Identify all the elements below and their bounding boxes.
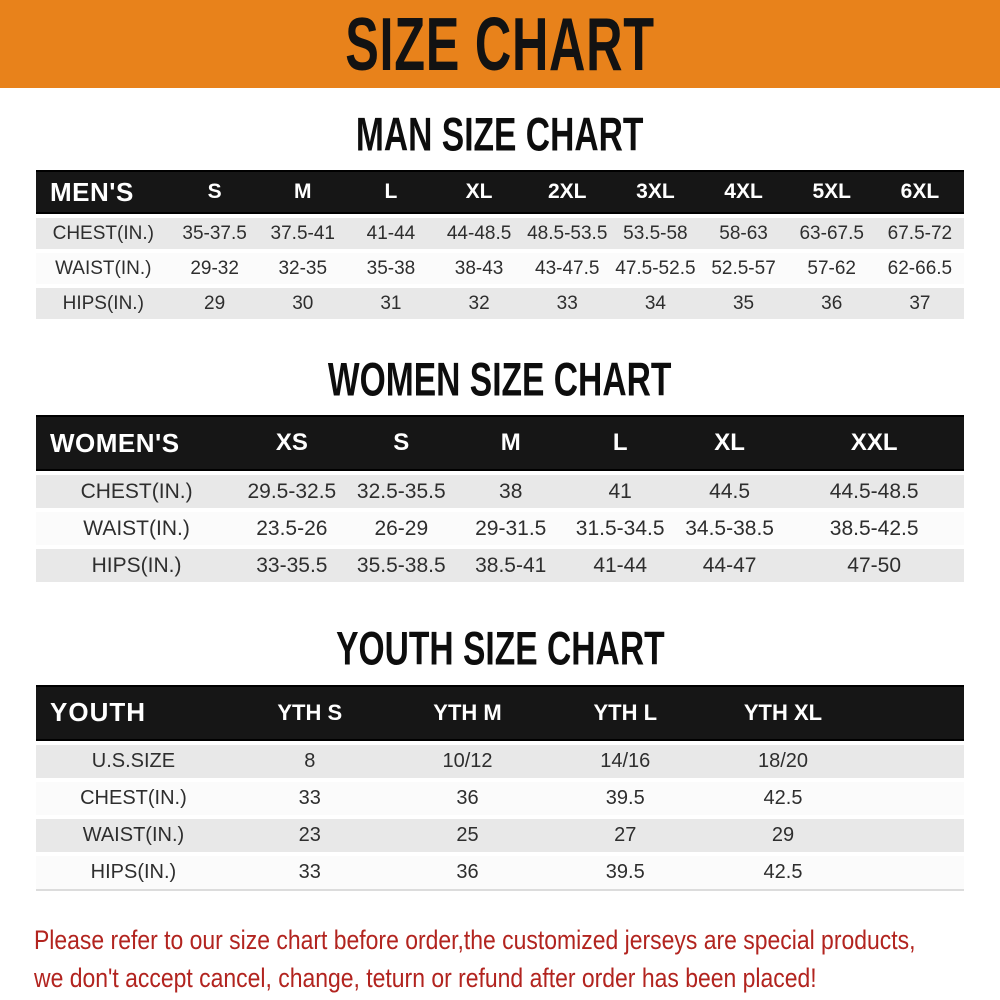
value-cell: 32 (435, 288, 523, 319)
size-column-header: XL (675, 415, 784, 471)
table-row (36, 218, 964, 249)
value-cell: 32-35 (259, 253, 347, 284)
table-row (36, 856, 964, 891)
value-cell: 25 (389, 819, 547, 852)
value-cell: 27 (546, 819, 704, 852)
size-column-header: YTH S (231, 685, 389, 741)
table-title-cell: YOUTH (36, 685, 231, 741)
value-cell: 33 (523, 288, 611, 319)
value-cell: 48.5-53.5 (523, 218, 611, 249)
section-women (0, 353, 1000, 586)
size-column-header: 5XL (788, 170, 876, 214)
value-cell: 39.5 (546, 782, 704, 815)
value-cell: 52.5-57 (699, 253, 787, 284)
value-cell: 33 (231, 782, 389, 815)
value-cell: 42.5 (704, 782, 862, 815)
size-column-header: 2XL (523, 170, 611, 214)
value-cell: 38.5-41 (456, 549, 565, 582)
size-column-header: 6XL (876, 170, 964, 214)
value-cell: 29.5-32.5 (237, 475, 346, 508)
value-cell: 47.5-52.5 (611, 253, 699, 284)
value-cell: 63-67.5 (788, 218, 876, 249)
value-cell: 34.5-38.5 (675, 512, 784, 545)
value-cell: 44-47 (675, 549, 784, 582)
size-column-header: XXL (784, 415, 964, 471)
women-section-heading-text: WOMEN SIZE CHART (328, 353, 672, 406)
table-row (36, 782, 964, 815)
size-column-header: XS (237, 415, 346, 471)
size-column-header: L (565, 415, 674, 471)
value-cell: 53.5-58 (611, 218, 699, 249)
section-men (0, 108, 1000, 323)
value-cell: 44.5 (675, 475, 784, 508)
size-column-header: M (456, 415, 565, 471)
size-column-header: YTH L (546, 685, 704, 741)
value-cell: 30 (259, 288, 347, 319)
value-cell: 36 (389, 782, 547, 815)
value-cell: 57-62 (788, 253, 876, 284)
women-section-heading (0, 353, 1000, 406)
value-cell: 32.5-35.5 (347, 475, 456, 508)
table-row (36, 475, 964, 508)
value-cell: 35 (699, 288, 787, 319)
table-header-row (36, 685, 964, 741)
row-label: WAIST(IN.) (36, 512, 237, 545)
men-table-container (36, 166, 964, 323)
value-cell: 47-50 (784, 549, 964, 582)
value-cell: 35-38 (347, 253, 435, 284)
value-cell: 42.5 (704, 856, 862, 891)
row-label: CHEST(IN.) (36, 475, 237, 508)
size-column-header: L (347, 170, 435, 214)
table-title-cell: MEN'S (36, 170, 171, 214)
table-title-cell: WOMEN'S (36, 415, 237, 471)
notice-line-2: we don't accept cancel, change, teturn or refund after order has been placed! (34, 962, 817, 993)
women-size-table (36, 411, 964, 586)
value-cell: 31 (347, 288, 435, 319)
size-column-header: M (259, 170, 347, 214)
value-cell: 43-47.5 (523, 253, 611, 284)
value-cell: 41-44 (565, 549, 674, 582)
table-header-row (36, 415, 964, 471)
size-column-header: YTH M (389, 685, 547, 741)
spacer-cell (862, 745, 964, 778)
value-cell: 29-31.5 (456, 512, 565, 545)
value-cell: 41 (565, 475, 674, 508)
youth-section-heading-text: YOUTH SIZE CHART (335, 622, 665, 676)
row-label: CHEST(IN.) (36, 782, 231, 815)
value-cell: 35-37.5 (171, 218, 259, 249)
youth-size-table (36, 681, 964, 895)
order-notice (34, 921, 966, 997)
value-cell: 33-35.5 (237, 549, 346, 582)
value-cell: 39.5 (546, 856, 704, 891)
value-cell: 41-44 (347, 218, 435, 249)
value-cell: 58-63 (699, 218, 787, 249)
value-cell: 29 (171, 288, 259, 319)
size-column-header: XL (435, 170, 523, 214)
row-label: HIPS(IN.) (36, 288, 171, 319)
value-cell: 36 (788, 288, 876, 319)
youth-table-container (36, 681, 964, 895)
value-cell: 8 (231, 745, 389, 778)
row-label: WAIST(IN.) (36, 819, 231, 852)
value-cell: 23 (231, 819, 389, 852)
size-column-header: YTH XL (704, 685, 862, 741)
table-header-row (36, 170, 964, 214)
spacer-cell (862, 685, 964, 741)
men-section-heading-text: MAN SIZE CHART (356, 108, 644, 161)
table-row (36, 549, 964, 582)
value-cell: 44.5-48.5 (784, 475, 964, 508)
size-column-header: S (171, 170, 259, 214)
women-table-container (36, 411, 964, 586)
value-cell: 36 (389, 856, 547, 891)
row-label: HIPS(IN.) (36, 856, 231, 891)
value-cell: 34 (611, 288, 699, 319)
youth-section-heading (0, 622, 1000, 676)
row-label: WAIST(IN.) (36, 253, 171, 284)
size-column-header: S (347, 415, 456, 471)
value-cell: 10/12 (389, 745, 547, 778)
value-cell: 23.5-26 (237, 512, 346, 545)
table-row (36, 745, 964, 778)
notice-line-1: Please refer to our size chart before order,the customized jerseys are special products, (34, 924, 916, 955)
banner (0, 0, 1000, 88)
value-cell: 14/16 (546, 745, 704, 778)
spacer-cell (862, 782, 964, 815)
spacer-cell (862, 856, 964, 891)
spacer-cell (862, 819, 964, 852)
value-cell: 38.5-42.5 (784, 512, 964, 545)
men-section-heading (0, 108, 1000, 161)
value-cell: 62-66.5 (876, 253, 964, 284)
size-column-header: 4XL (699, 170, 787, 214)
row-label: HIPS(IN.) (36, 549, 237, 582)
value-cell: 44-48.5 (435, 218, 523, 249)
table-row (36, 512, 964, 545)
value-cell: 37.5-41 (259, 218, 347, 249)
value-cell: 31.5-34.5 (565, 512, 674, 545)
value-cell: 37 (876, 288, 964, 319)
value-cell: 26-29 (347, 512, 456, 545)
value-cell: 38-43 (435, 253, 523, 284)
men-size-table (36, 166, 964, 323)
table-row (36, 253, 964, 284)
size-column-header: 3XL (611, 170, 699, 214)
section-youth (0, 622, 1000, 894)
table-row (36, 288, 964, 319)
value-cell: 33 (231, 856, 389, 891)
page-title: SIZE CHART (345, 1, 655, 87)
row-label: CHEST(IN.) (36, 218, 171, 249)
value-cell: 29 (704, 819, 862, 852)
value-cell: 67.5-72 (876, 218, 964, 249)
row-label: U.S.SIZE (36, 745, 231, 778)
value-cell: 18/20 (704, 745, 862, 778)
value-cell: 29-32 (171, 253, 259, 284)
table-row (36, 819, 964, 852)
value-cell: 38 (456, 475, 565, 508)
value-cell: 35.5-38.5 (347, 549, 456, 582)
